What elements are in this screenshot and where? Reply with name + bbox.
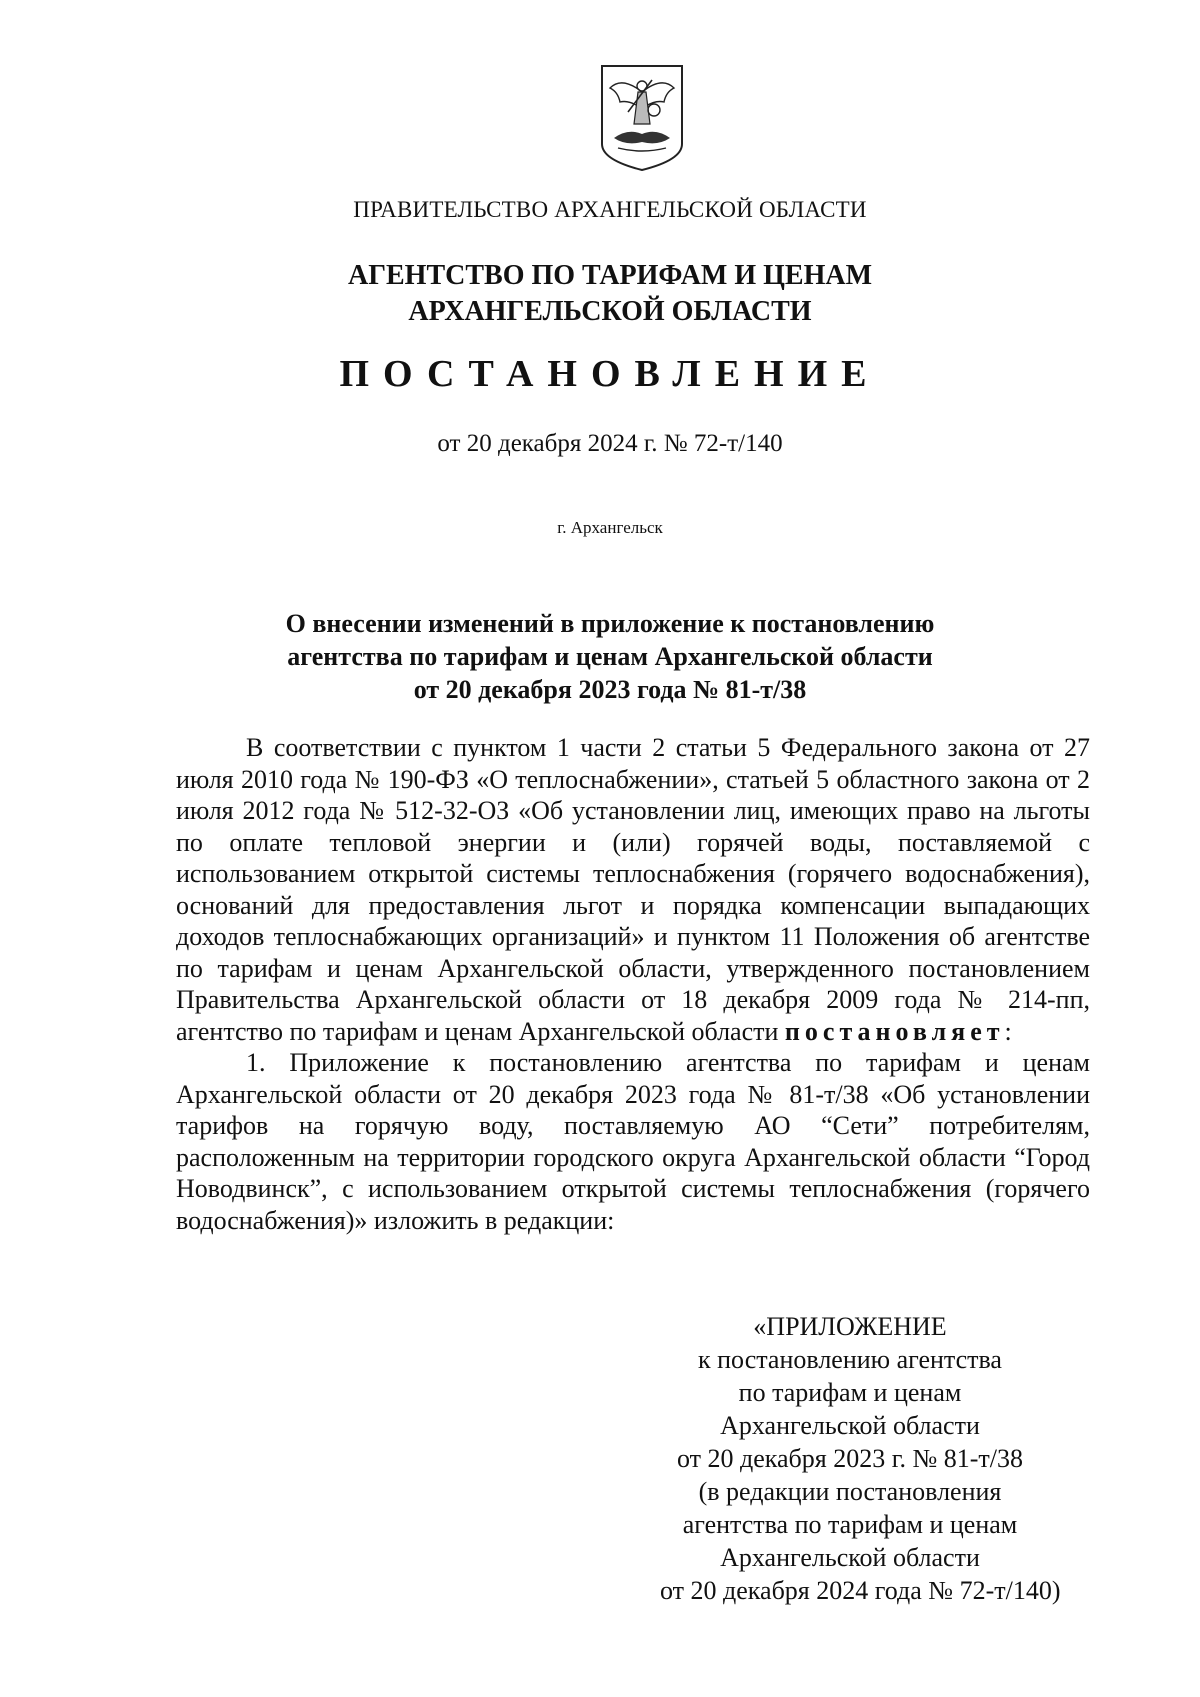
- body-paragraph-1: [176, 732, 1090, 1047]
- agency-title-line1: АГЕНТСТВО ПО ТАРИФАМ И ЦЕНАМ: [347, 260, 873, 291]
- government-title: ПРАВИТЕЛЬСТВО АРХАНГЕЛЬСКОЙ ОБЛАСТИ: [353, 197, 867, 222]
- appendix-line: от 20 декабря 2024 года № 72-т/140): [660, 1576, 1061, 1605]
- appendix-stamp: [660, 1310, 1061, 1607]
- appendix-line: Архангельской области: [720, 1411, 980, 1440]
- appendix-line: (в редакции постановления: [698, 1477, 1002, 1506]
- resolves-word: постановляет: [784, 1016, 1005, 1046]
- document-date-number: от 20 декабря 2024 г. № 72-т/140: [437, 430, 783, 457]
- subject-line2: агентства по тарифам и ценам Архангельской области: [287, 642, 933, 671]
- appendix-line: Архангельской области: [720, 1543, 980, 1572]
- appendix-line: от 20 декабря 2023 г. № 81-т/38: [676, 1444, 1024, 1473]
- document-subject: [150, 607, 1070, 706]
- document-body: [176, 732, 1090, 1236]
- appendix-line: агентства по тарифам и ценам: [682, 1510, 1018, 1539]
- subject-line1: О внесении изменений в приложение к постановлению: [285, 609, 935, 638]
- paragraph-1-text: В соответствии с пунктом 1 части 2 статьи 5 Федерального закона от 27 июля 2010 года № 190-ФЗ «О теплоснабжении», статьей 5 областного закона от 2 июля 2012 года № 512-32-ОЗ «Об установлении лиц, имеющих право на льготы по оплате тепловой энергии и (или) горячей воды, поставляемой с использованием открытой системы теплоснабжения (горячего водоснабжения), оснований для предоставления льгот и порядка компенсации выпадающих доходов теплоснабжающих организаций» и пунктом 11 Положения об агентстве по тарифам и ценам Архангельской области, утвержденного постановлением Правительства Архангельской области от 18 декабря 2009 года № 214-пп, агентство по тарифам и ценам Архангельской области: [176, 733, 1090, 1046]
- appendix-line: к постановлению агентства: [698, 1345, 1002, 1374]
- document-type: ПОСТАНОВЛЕНИЕ: [339, 353, 881, 395]
- appendix-line: «ПРИЛОЖЕНИЕ: [753, 1312, 947, 1341]
- subject-line3: от 20 декабря 2023 года № 81-т/38: [413, 675, 807, 704]
- paragraph-1-end: :: [1004, 1016, 1012, 1046]
- arkhangelsk-coat-of-arms-icon: [598, 62, 686, 174]
- appendix-line: по тарифам и ценам: [738, 1378, 962, 1407]
- agency-title-line2: АРХАНГЕЛЬСКОЙ ОБЛАСТИ: [408, 296, 812, 327]
- agency-title: [150, 258, 1070, 330]
- document-city: г. Архангельск: [557, 518, 663, 537]
- body-paragraph-2: 1. Приложение к постановлению агентства по тарифам и ценам Архангельской области от 20 декабря 2023 года № 81-т/38 «Об установлении тарифов на горячую воду, поставляемую АО “Сети” потребителям, расположенным на территории городского округа Архангельской области “Город Новодвинск”, с использованием открытой системы теплоснабжения (горячего водоснабжения)» изложить в редакции:: [176, 1048, 1090, 1235]
